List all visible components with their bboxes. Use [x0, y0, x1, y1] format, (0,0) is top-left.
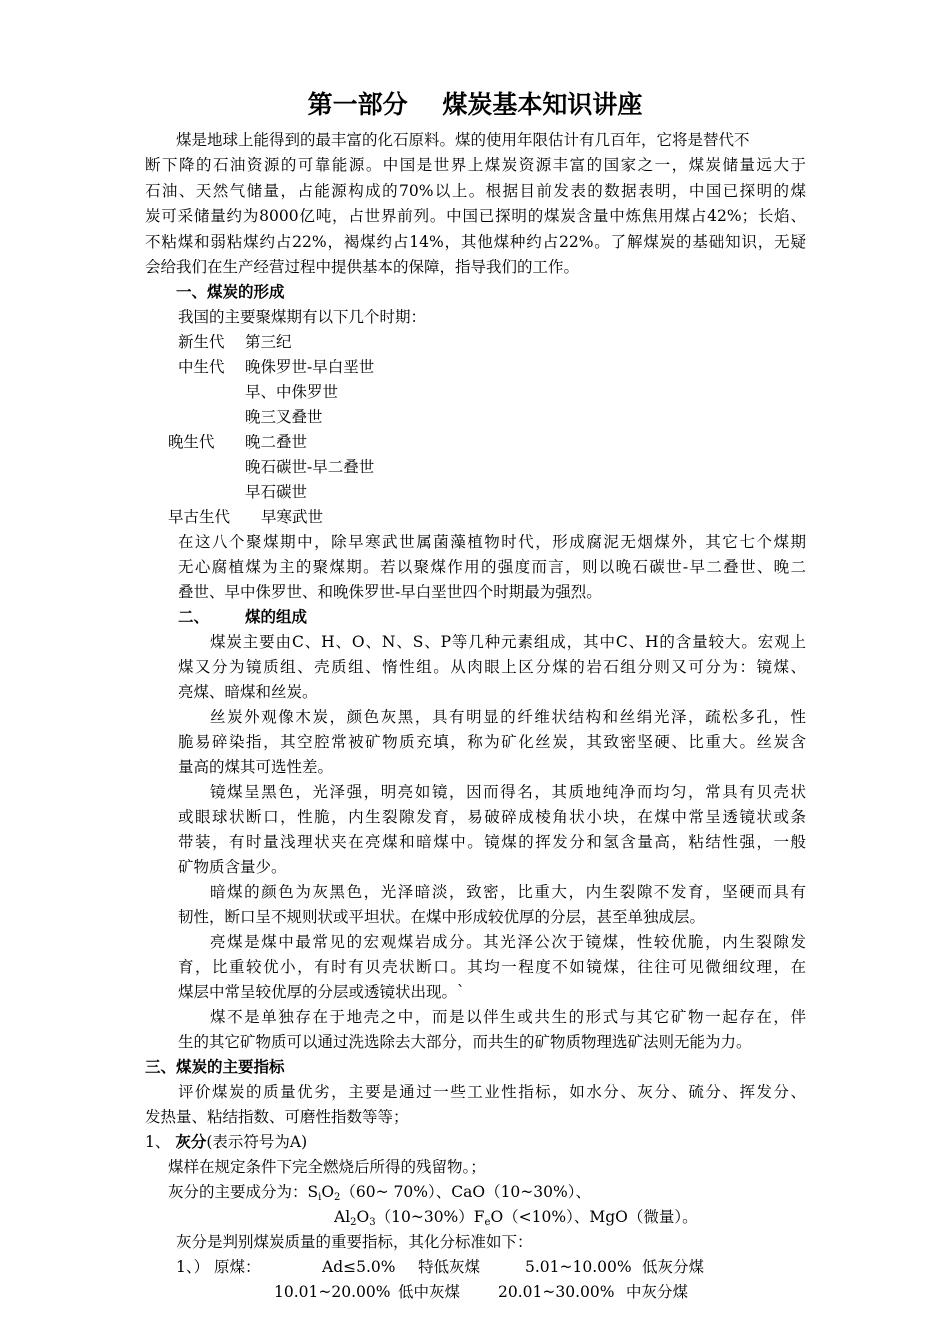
section2-p3-line-1: 镜煤呈黑色，光泽强，明亮如镜，因而得名，其质地纯净而均匀，常具有贝壳状 [210, 783, 806, 801]
section2-p3-line-3: 带装，有时量浅理状夹在亮煤和暗煤中。镜煤的挥发分和氢含量高，粘结性强，一般 [178, 833, 806, 851]
section2-p1-line-2: 煤又分为镜质组、壳质组、惰性组。从肉眼上区分煤的岩石组分则又可分为：镜煤、 [178, 658, 806, 676]
page-title: 第一部分 煤炭基本知识讲座 [307, 90, 643, 119]
ash-item-number: 1、 [145, 1133, 171, 1151]
period-mesozoic-2: 早、中侏罗世 [245, 383, 339, 401]
intro-line-3: 石油、天然气储量，占能源构成的70%以上。根据目前发表的数据表明，中国已探明的煤 [145, 182, 806, 200]
section2-p1-line-3: 亮煤、暗煤和丝炭。 [178, 683, 318, 701]
intro-line-1: 煤是地球上能得到的最丰富的化石原料。煤的使用年限估计有几百年，它将是替代不 [176, 131, 750, 149]
section2-p2-line-2: 脆易碎染指，其空腔常被矿物质充填，称为矿化丝炭，其致密坚硬、比重大。丝炭含 [178, 733, 806, 751]
intro-line-2: 断下降的石油资源的可靠能源。中国是世界上煤炭资源丰富的国家之一，煤炭储量远大于 [145, 156, 806, 174]
grade4-range: 20.01~30.00% [498, 1283, 615, 1301]
ash-comp-sub: e [484, 1217, 491, 1228]
section2-p5-line-2: 育，比重较优小，有时有贝壳状断口。其均一程度不如镜煤，往往可见微细纹理，在 [178, 958, 806, 976]
ash-item-heading [145, 1132, 307, 1152]
section2-p3-line-2: 或眼球状断口，性脆，内生裂隙发育，易破碎成棱角状小块，在煤中常呈透镜状或条 [178, 808, 806, 826]
section2-heading: 煤的组成 [245, 608, 308, 626]
section1-heading: 一、煤炭的形成 [176, 283, 285, 301]
section2-p6-line-1: 煤不是单独存在于地壳之中，而是以伴生或共生的形式与其它矿物一起存在，伴 [210, 1008, 806, 1026]
ash-composition-line-1 [168, 1182, 591, 1202]
ash-comp-text: O [321, 1183, 335, 1201]
era-cenozoic: 新生代 [178, 333, 225, 351]
ash-item-symbol: (表示符号为A) [206, 1133, 308, 1151]
intro-line-4: 炭可采储量约为8000亿吨，占世界前列。中国已探明的煤炭含量中炼焦用煤占42%；长焰、 [145, 207, 806, 225]
period-mesozoic-1: 晚侏罗世-早白垩世 [245, 358, 375, 376]
section2-p3-line-4: 矿物质含量少。 [178, 858, 287, 876]
era-early-paleozoic: 早古生代 [168, 508, 231, 526]
period-early-paleozoic-1: 早寒武世 [261, 508, 324, 526]
section2-p6-line-2: 生的其它矿物质可以通过洗选除去大部分，而共生的矿物质物理选矿法则无能为力。 [178, 1033, 752, 1051]
era-mesozoic: 中生代 [178, 358, 225, 376]
ash-comp-text: O [356, 1208, 370, 1226]
ash-comp-sub: i [318, 1192, 322, 1203]
grade1-range: Ad≤5.0% [322, 1258, 396, 1276]
ash-comp-sub: 2 [334, 1192, 341, 1203]
grade1-name: 特低灰煤 [418, 1258, 481, 1276]
section3-heading: 三、煤炭的主要指标 [145, 1058, 285, 1076]
section2-p4-line-2: 韧性，断口呈不规则状或平坦状。在煤中形成较优厚的分层，甚至单独成层。 [178, 908, 706, 926]
ash-comp-text: O（<10%）、MgO（微量）。 [490, 1208, 698, 1226]
ash-comp-text: （60~ 70%）、CaO（10~30%）、 [340, 1183, 591, 1201]
ash-item-title: 灰分 [175, 1133, 207, 1151]
ash-comp-sub: 2 [350, 1217, 357, 1228]
period-late-paleozoic-2: 晚石碳世-早二叠世 [245, 458, 375, 476]
ash-comp-sub: 3 [369, 1217, 376, 1228]
grade3-name: 低中灰煤 [398, 1283, 461, 1301]
ash-comp-text: 灰分的主要成分为：S [168, 1183, 319, 1201]
section2-p2-line-1: 丝炭外观像木炭，颜色灰黑，具有明显的纤维状结构和丝绢光泽，疏松多孔，性 [210, 708, 806, 726]
ash-composition-line-2 [334, 1207, 698, 1227]
ash-definition: 煤样在规定条件下完全燃烧后所得的残留物。； [168, 1158, 486, 1176]
section1-para-line-2: 无心腐植煤为主的聚煤期。若以聚煤作用的强度而言，则以晚石碳世-早二叠世、晚二 [178, 558, 806, 576]
period-tertiary: 第三纪 [245, 333, 292, 351]
section2-p5-line-3: 煤层中常呈较优厚的分层或透镜状出现。` [178, 983, 465, 1001]
era-late-paleozoic: 晚生代 [168, 433, 215, 451]
section1-para-line-3: 叠世、早中侏罗世、和晚侏罗世-早白垩世四个时期最为强烈。 [178, 583, 602, 601]
ash-comp-text: （10~30%）F [375, 1208, 485, 1226]
section2-p2-line-3: 量高的煤其可选性差。 [178, 758, 334, 776]
section3-p1-line-2: 发热量、粘结指数、可磨性指数等等； [145, 1108, 409, 1126]
section2-p1-line-1: 煤炭主要由C、H、O、N、S、P等几种元素组成，其中C、H的含量较大。宏观上 [210, 633, 806, 651]
grade2-name: 低灰分煤 [642, 1258, 705, 1276]
section2-p5-line-1: 亮煤是煤中最常见的宏观煤岩成分。其光泽公次于镜煤，性较优脆，内生裂隙发 [210, 933, 806, 951]
section3-p1-line-1: 评价煤炭的质量优劣，主要是通过一些工业性指标，如水分、灰分、硫分、挥发分、 [178, 1083, 806, 1101]
ash-criteria: 灰分是判别煤炭质量的重要指标，其化分标准如下： [176, 1233, 533, 1251]
period-late-paleozoic-3: 早石碳世 [245, 483, 308, 501]
raw-coal-label: 1、） 原煤： [176, 1258, 261, 1276]
section2-p4-line-1: 暗煤的颜色为灰黑色，光泽暗淡，致密，比重大，内生裂隙不发育，坚硬而具有 [210, 883, 806, 901]
grade4-name: 中灰分煤 [626, 1283, 689, 1301]
period-mesozoic-3: 晚三叉叠世 [245, 408, 323, 426]
section1-lead: 我国的主要聚煤期有以下几个时期： [178, 308, 427, 326]
intro-line-5: 不粘煤和弱粘煤约占22%，褐煤约占14%，其他煤种约占22%。了解煤炭的基础知识，无疑 [145, 233, 806, 251]
grade2-range: 5.01~10.00% [525, 1258, 632, 1276]
intro-line-6: 会给我们在生产经营过程中提供基本的保障，指导我们的工作。 [145, 258, 580, 276]
period-late-paleozoic-1: 晚二叠世 [245, 433, 308, 451]
grade3-range: 10.01~20.00% [274, 1283, 391, 1301]
ash-comp-text: Al [334, 1208, 351, 1226]
section1-para-line-1: 在这八个聚煤期中，除早寒武世属菌藻植物时代，形成腐泥无烟煤外，其它七个煤期 [178, 533, 806, 551]
section2-heading-number: 二、 [178, 608, 210, 626]
